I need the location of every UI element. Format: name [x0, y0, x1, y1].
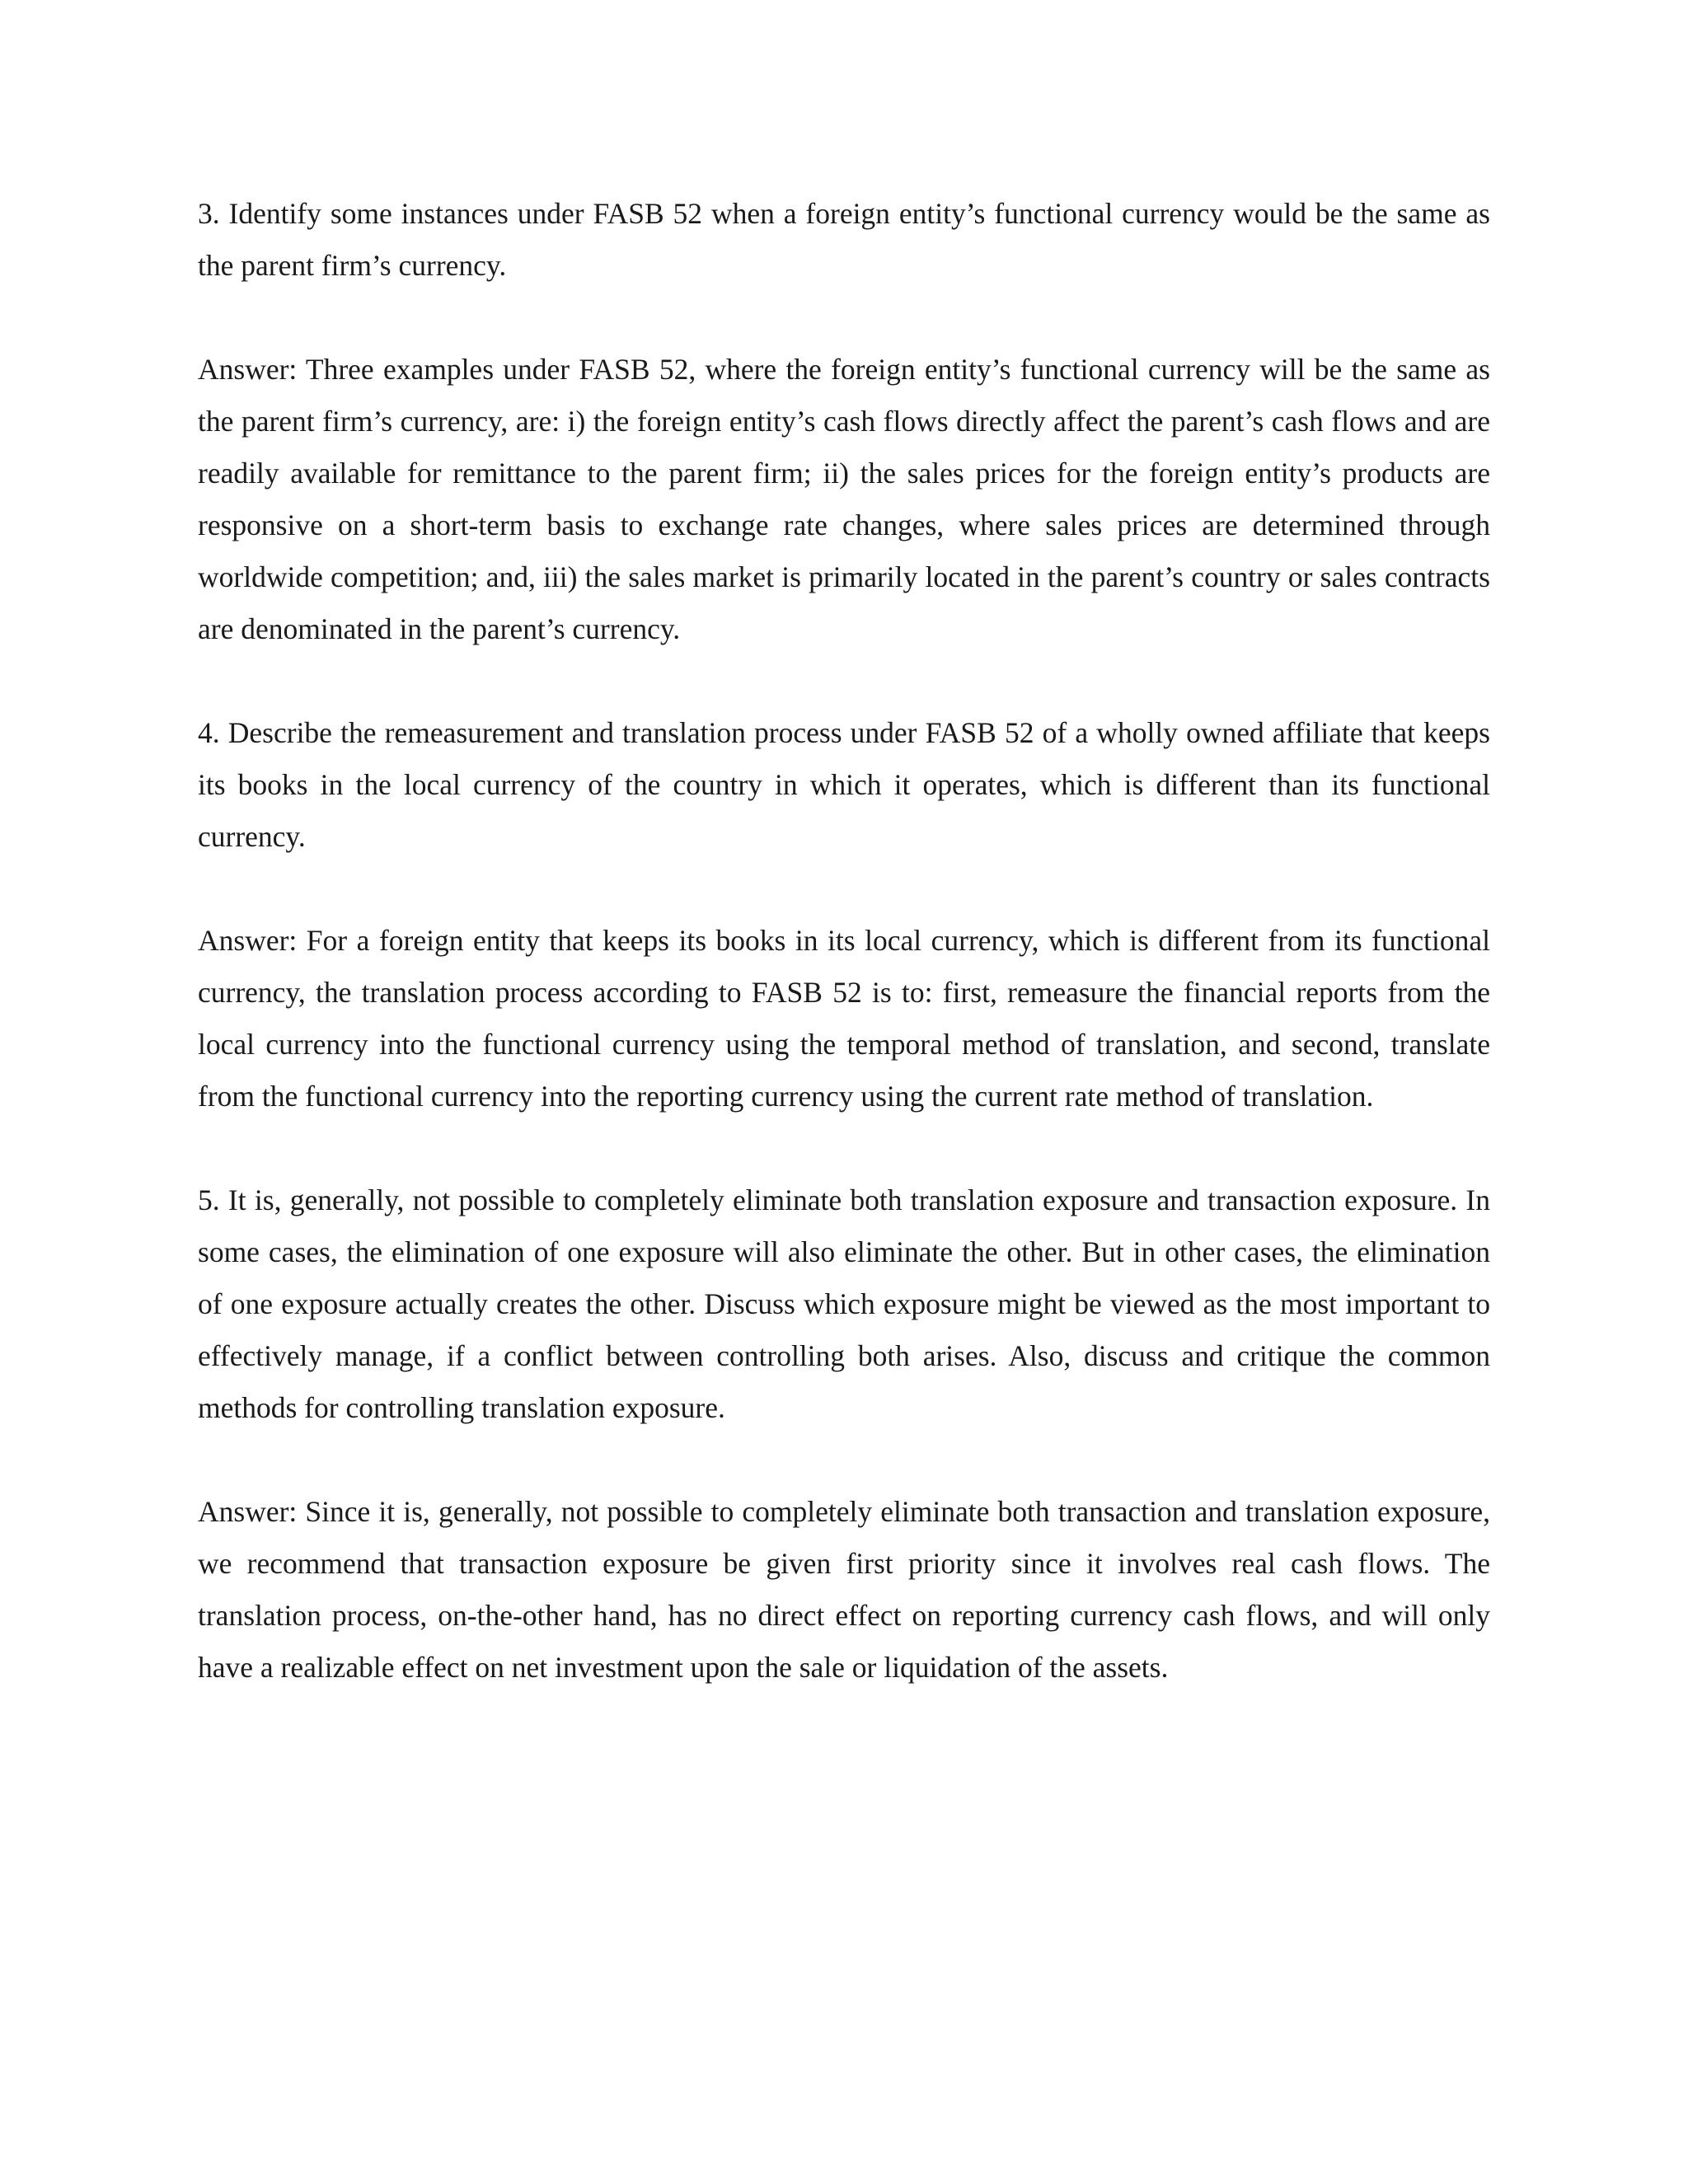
answer-3: Answer: Three examples under FASB 52, where the foreign entity’s functional currency will be the same as the parent firm’s currency, are: i) the foreign entity’s cash flows directly affect the parent’s cash flows and are readily available for remittance to the parent firm; ii) the sales prices for the foreign entity’s products are responsive on a short-term basis to exchange rate changes, where sales prices are determined through worldwide competition; and, iii) the sales market is primarily located in the parent’s country or sales contracts are denominated in the parent’s currency. [198, 353, 1490, 645]
question-4: 4. Describe the remeasurement and translation process under FASB 52 of a wholly owned affiliate that keeps its books in the local currency of the country in which it operates, which is different than its functional currency. [198, 716, 1490, 853]
answer-5: Answer: Since it is, generally, not possible to completely eliminate both transaction and translation exposure, we recommend that transaction exposure be given first priority since it involves real cash flows. The translation process, on-the-other hand, has no direct effect on reporting currency cash flows, and will only have a realizable effect on net investment upon the sale or liquidation of the assets. [198, 1495, 1490, 1684]
document-body [198, 188, 1490, 1694]
question-5: 5. It is, generally, not possible to completely eliminate both translation exposure and transaction exposure. In some cases, the elimination of one exposure will also eliminate the other. But in other cases, the elimination of one exposure actually creates the other. Discuss which exposure might be viewed as the most important to effectively manage, if a conflict between controlling both arises. Also, discuss and critique the common methods for controlling translation exposure. [198, 1183, 1490, 1424]
answer-4: Answer: For a foreign entity that keeps its books in its local currency, which is different from its functional currency, the translation process according to FASB 52 is to: first, remeasure the financial reports from the local currency into the functional currency using the temporal method of translation, and second, translate from the functional currency into the reporting currency using the current rate method of translation. [198, 924, 1490, 1113]
question-3: 3. Identify some instances under FASB 52 when a foreign entity’s functional currency would be the same as the parent firm’s currency. [198, 197, 1490, 282]
